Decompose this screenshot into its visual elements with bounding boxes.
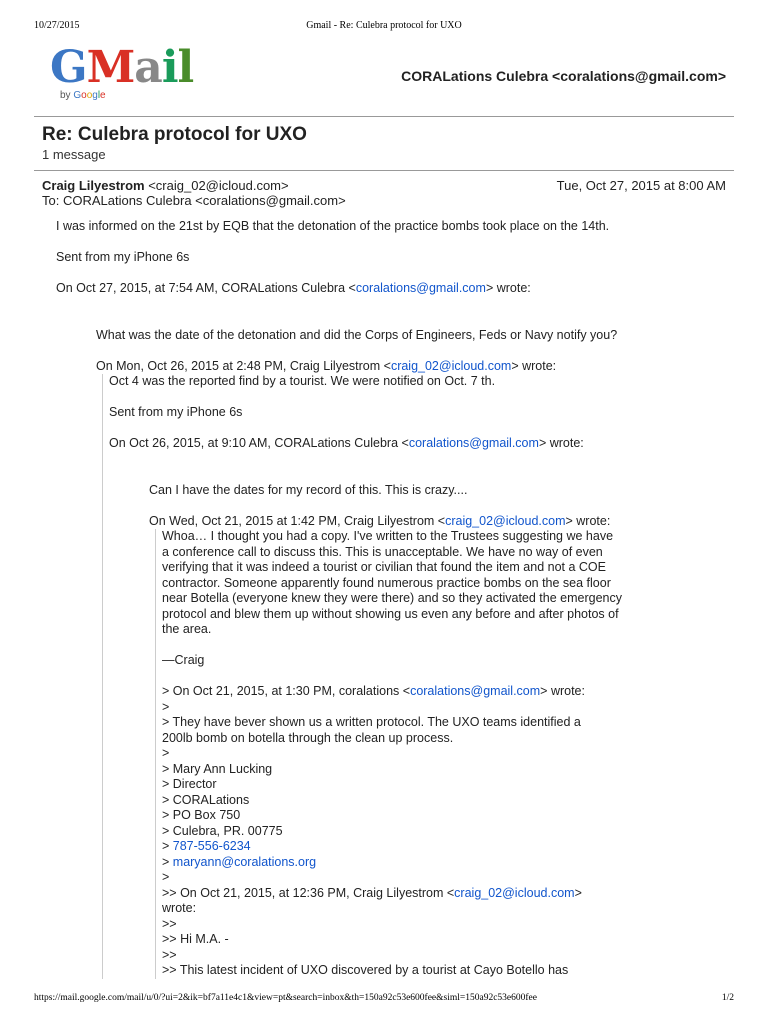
print-url: https://mail.google.com/mail/u/0/?ui=2&ik=bf7a11e4c1&view=pt&search=inbox&th=150a92c53e600fee&siml=150a92c53e600fee — [34, 993, 537, 1003]
message-recipient: To: CORALations Culebra <coralations@gmail.com> — [42, 193, 346, 208]
phone-link[interactable]: 787-556-6234 — [172, 839, 251, 853]
sender-email: <craig_02@icloud.com> — [148, 178, 289, 193]
print-title: Gmail - Re: Culebra protocol for UXO — [306, 20, 462, 31]
quote-attribution: On Oct 27, 2015, at 7:54 AM, CORALations Culebra <coralations@gmail.com> wrote: — [56, 281, 531, 295]
message-count: 1 message — [42, 147, 106, 162]
email-link[interactable]: maryann@coralations.org — [172, 854, 317, 869]
quoted-text: 200lb bomb on botella through the clean up process. — [162, 730, 454, 745]
signature: Sent from my iPhone 6s — [56, 250, 190, 264]
account-label: CORALations Culebra <coralations@gmail.com> — [401, 68, 726, 84]
quote-marker: > — [162, 746, 170, 760]
quote-attribution-cont: wrote: — [162, 901, 197, 915]
thread-divider — [34, 170, 734, 171]
signature-line: > PO Box 750 — [162, 808, 241, 822]
quoted-text: Can I have the dates for my record of this. This is crazy.... — [149, 482, 468, 497]
quoted-signoff: —Craig — [162, 653, 205, 667]
signature-line: > Director — [162, 777, 217, 791]
quote-marker: > — [162, 870, 170, 884]
quote-marker: >> — [162, 947, 177, 962]
print-footer — [34, 993, 734, 1007]
quoted-text: >> This latest incident of UXO discovered by a tourist at Cayo Botello has — [162, 963, 569, 977]
signature-line: > Culebra, PR. 00775 — [162, 823, 283, 838]
body-line: I was informed on the 21st by EQB that the detonation of the practice bombs took place on the 14th. — [56, 219, 610, 233]
quote-attribution: > On Oct 21, 2015, at 1:30 PM, coralations <coralations@gmail.com> wrote: — [162, 684, 585, 698]
quoted-text: What was the date of the detonation and did the Corps of Engineers, Feds or Navy notify you? — [96, 327, 618, 342]
message-date: Tue, Oct 27, 2015 at 8:00 AM — [556, 178, 726, 193]
email-link[interactable]: coralations@gmail.com — [410, 684, 541, 698]
message-sender — [42, 178, 289, 193]
quote-attribution: On Mon, Oct 26, 2015 at 2:48 PM, Craig Lilyestrom <craig_02@icloud.com> wrote: — [96, 358, 557, 373]
print-header — [34, 20, 734, 34]
email-link[interactable]: coralations@gmail.com — [408, 436, 539, 450]
signature: Sent from my iPhone 6s — [109, 405, 243, 419]
gmail-logo-wordmark: GMail — [50, 42, 194, 93]
quote-attribution: >> On Oct 21, 2015, at 12:36 PM, Craig Lilyestrom <craig_02@icloud.com> — [162, 885, 582, 900]
gmail-logo-byline: by Google — [60, 90, 106, 101]
signature-line: > CORALations — [162, 792, 250, 807]
signature-phone: > 787-556-6234 — [162, 839, 251, 853]
quote-marker: > — [162, 699, 170, 714]
email-link[interactable]: craig_02@icloud.com — [390, 358, 512, 373]
sender-name: Craig Lilyestrom — [42, 178, 145, 193]
quoted-text: >> Hi M.A. - — [162, 932, 229, 946]
page-number: 1/2 — [721, 993, 734, 1003]
quoted-text: Oct 4 was the reported find by a tourist. We were notified on Oct. 7 th. — [109, 374, 496, 388]
quote-marker: >> — [162, 916, 177, 931]
email-link[interactable]: craig_02@icloud.com — [445, 513, 566, 528]
quoted-text: > They have bever shown us a written protocol. The UXO teams identified a — [162, 715, 581, 729]
signature-email: > maryann@coralations.org — [162, 854, 317, 869]
quote-attribution: On Oct 26, 2015, at 9:10 AM, CORALations Culebra <coralations@gmail.com> wrote: — [109, 436, 584, 450]
message-body — [56, 219, 736, 979]
quoted-block-2 — [102, 374, 736, 979]
email-link[interactable]: coralations@gmail.com — [355, 281, 486, 295]
quoted-block-3 — [149, 452, 736, 979]
print-date: 10/27/2015 — [34, 20, 80, 31]
quoted-block-1 — [96, 297, 736, 979]
quoted-paragraph: Whoa… I thought you had a copy. I've written to the Trustees suggesting we have a conference call to discuss this. This is unacceptable. We have no way of even verifying that it was indeed a tourist or civilian that found the item and not a COE contractor. Someone apparently found numerous practice bombs on the sea floor near Botella (everyone knew they were there) and so they activated the emergency protocol and blew them up without showing us even any before and after photos of the area. — [162, 529, 622, 636]
thread-subject: Re: Culebra protocol for UXO — [42, 124, 307, 145]
quoted-block-4 — [155, 529, 736, 979]
header-divider — [34, 116, 734, 117]
gmail-logo — [50, 42, 194, 106]
email-link[interactable]: craig_02@icloud.com — [454, 885, 575, 900]
quote-attribution: On Wed, Oct 21, 2015 at 1:42 PM, Craig Lilyestrom <craig_02@icloud.com> wrote: — [149, 513, 611, 528]
signature-line: > Mary Ann Lucking — [162, 761, 273, 776]
